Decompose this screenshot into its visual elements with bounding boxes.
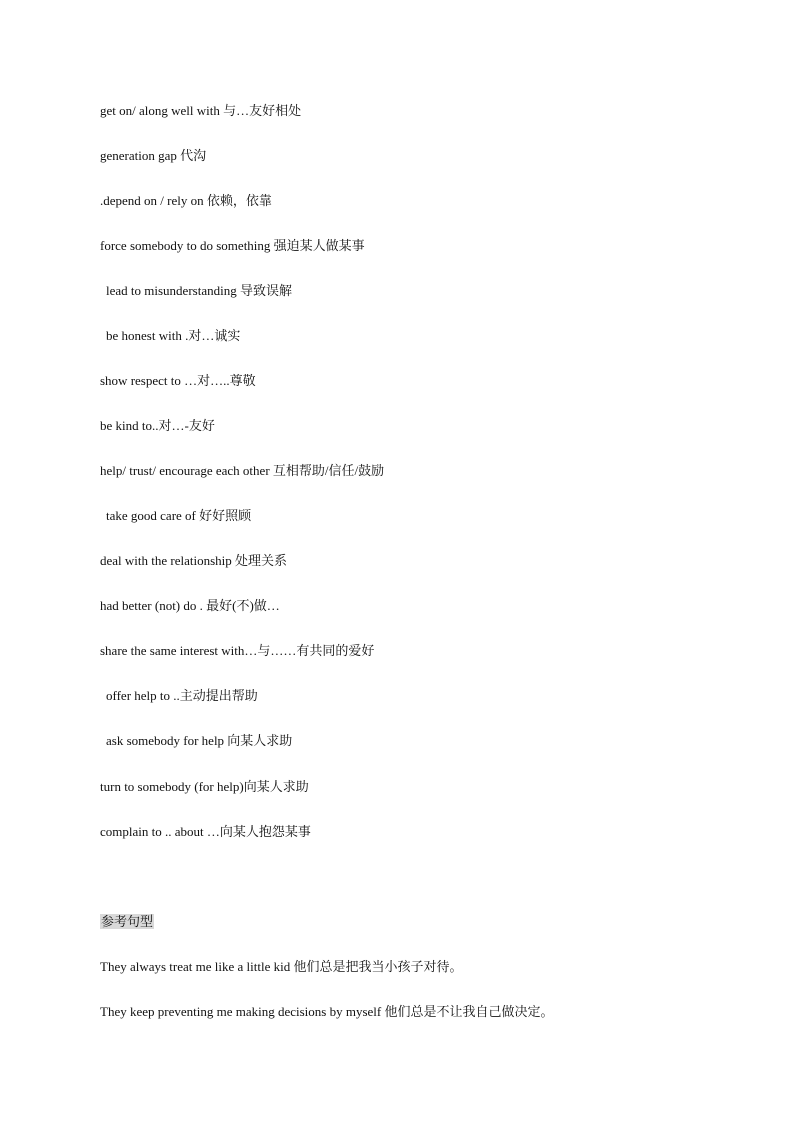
phrase-line: be kind to..对…-友好 xyxy=(100,418,215,433)
phrase-line: help/ trust/ encourage each other 互相帮助/信任/鼓励 xyxy=(100,463,385,478)
phrase-line: generation gap 代沟 xyxy=(100,148,207,163)
phrase-line: ask somebody for help 向某人求助 xyxy=(106,733,293,748)
phrase-line: lead to misunderstanding 导致误解 xyxy=(106,283,292,298)
sentence-line: They keep preventing me making decisions by myself 他们总是不让我自己做决定。 xyxy=(100,1004,554,1019)
phrase-line: deal with the relationship 处理关系 xyxy=(100,553,288,568)
phrase-line: complain to .. about …向某人抱怨某事 xyxy=(100,824,311,839)
phrase-line: get on/ along well with 与…友好相处 xyxy=(100,103,302,118)
section-heading xyxy=(100,914,154,930)
phrase-line: offer help to ..主动提出帮助 xyxy=(106,688,258,703)
sentence-line: They always treat me like a little kid 他们总是把我当小孩子对待。 xyxy=(100,959,463,974)
phrase-line: be honest with .对…诚实 xyxy=(106,328,241,343)
phrase-line: show respect to …对…..尊敬 xyxy=(100,373,256,388)
phrase-line: share the same interest with…与……有共同的爱好 xyxy=(100,643,375,658)
phrase-line: turn to somebody (for help)向某人求助 xyxy=(100,779,309,794)
phrase-line: .depend on / rely on 依赖，依靠 xyxy=(100,193,272,208)
phrase-line: force somebody to do something 强迫某人做某事 xyxy=(100,238,365,253)
section-heading-text: 参考句型 xyxy=(101,914,154,929)
phrase-line: had better (not) do . 最好(不)做… xyxy=(100,598,280,613)
phrase-line: take good care of 好好照顾 xyxy=(106,508,252,523)
